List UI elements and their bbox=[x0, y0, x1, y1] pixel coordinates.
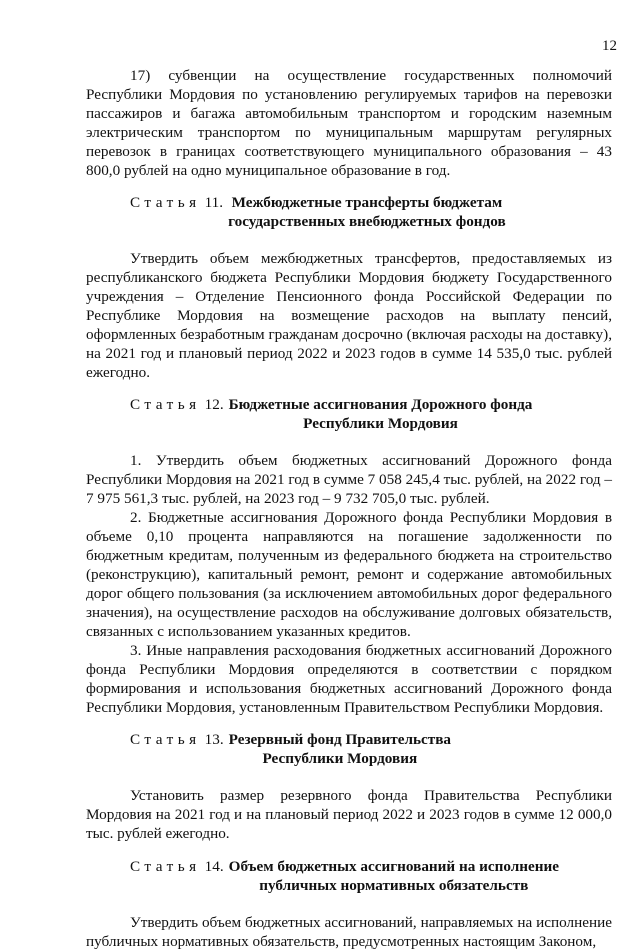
article-12-paragraph-2: 2. Бюджетные ассигнования Дорожного фонда Республики Мордовия в объеме 0,10 процента направляются на погашение задолженности по бюджетным кредитам, полученным из федерального бюджета на строительство (реконструкцию), капитальный ремонт, ремонт и содержание автомобильных дорог общего пользования (за исключением автомобильных дорог федерального значения), на осуществление расходов на обслуживание долговых обязательств, связанных с использованием указанных кредитов. bbox=[86, 509, 612, 640]
article-label: Статья bbox=[130, 194, 201, 211]
article-12-paragraph-3: 3. Иные направления расходования бюджетных ассигнований Дорожного фонда Республики Мордовия определяются в соответствии с порядком формирования и использования бюджетных ассигнований Дорожного фонда Республики Мордовия, установленным Правительством Республики Мордовия. bbox=[86, 642, 612, 716]
article-label: Статья bbox=[130, 396, 201, 413]
article-label: Статья bbox=[130, 858, 201, 875]
article-11-heading bbox=[86, 193, 612, 231]
article-title-line: публичных нормативных обязательств bbox=[259, 877, 529, 894]
article-number: 14. bbox=[204, 858, 224, 875]
item-17-paragraph: 17) субвенции на осуществление государственных полномочий Республики Мордовия по установлению регулируемых тарифов на перевозки пассажиров и багажа автомобильным транспортом и городским наземным электрическим транспортом по муниципальным маршрутам регулярных перевозок в границах соответствующего муниципального образования – 43 800,0 рублей на одно муниципальное образование в год. bbox=[86, 67, 612, 179]
article-13-heading bbox=[86, 730, 612, 768]
article-title bbox=[228, 193, 506, 231]
article-title-line: государственных внебюджетных фондов bbox=[228, 213, 506, 230]
article-title-line: Резервный фонд Правительства bbox=[228, 731, 451, 748]
article-13-paragraph: Установить размер резервного фонда Правительства Республики Мордовия на 2021 год и на плановый период 2022 и 2023 годов в сумме 12 000,0 тыс. рублей ежегодно. bbox=[86, 787, 612, 842]
article-12-heading bbox=[86, 395, 612, 433]
article-title bbox=[229, 395, 533, 433]
article-number: 11. bbox=[204, 194, 224, 211]
article-number: 12. bbox=[204, 396, 224, 413]
article-title-line: Республики Мордовия bbox=[303, 415, 458, 432]
article-14-paragraph: Утвердить объем бюджетных ассигнований, направляемых на исполнение публичных нормативных обязательств, предусмотренных настоящим Законом, bbox=[86, 914, 612, 950]
document-body bbox=[86, 66, 612, 951]
article-label: Статья bbox=[130, 731, 201, 748]
page-number: 12 bbox=[602, 38, 617, 54]
article-title-line: Объем бюджетных ассигнований на исполнение bbox=[228, 858, 559, 875]
article-title-line: Бюджетные ассигнования Дорожного фонда bbox=[228, 396, 533, 413]
article-12-paragraph-1: 1. Утвердить объем бюджетных ассигнований Дорожного фонда Республики Мордовия на 2021 год в сумме 7 058 245,4 тыс. рублей, на 2022 год – 7 975 561,3 тыс. рублей, на 2023 год – 9 732 705,0 тыс. рублей. bbox=[86, 452, 612, 507]
article-11-paragraph: Утвердить объем межбюджетных трансфертов, предоставляемых из республиканского бюджета Республики Мордовия бюджету Государственного учреждения – Отделение Пенсионного фонда Российской Федерации по Республике Мордовия на возмещение расходов на выплату пенсий, оформленных безработным гражданам досрочно (включая расходы на доставку), на 2021 год и плановый период 2022 и 2023 годов в сумме 14 535,0 тыс. рублей ежегодно. bbox=[86, 250, 612, 381]
article-title-line: Межбюджетные трансферты бюджетам bbox=[231, 194, 503, 211]
article-number: 13. bbox=[204, 731, 224, 748]
article-title-line: Республики Мордовия bbox=[262, 750, 418, 767]
article-title bbox=[229, 730, 451, 768]
article-14-heading bbox=[86, 857, 612, 895]
article-title bbox=[229, 857, 559, 895]
